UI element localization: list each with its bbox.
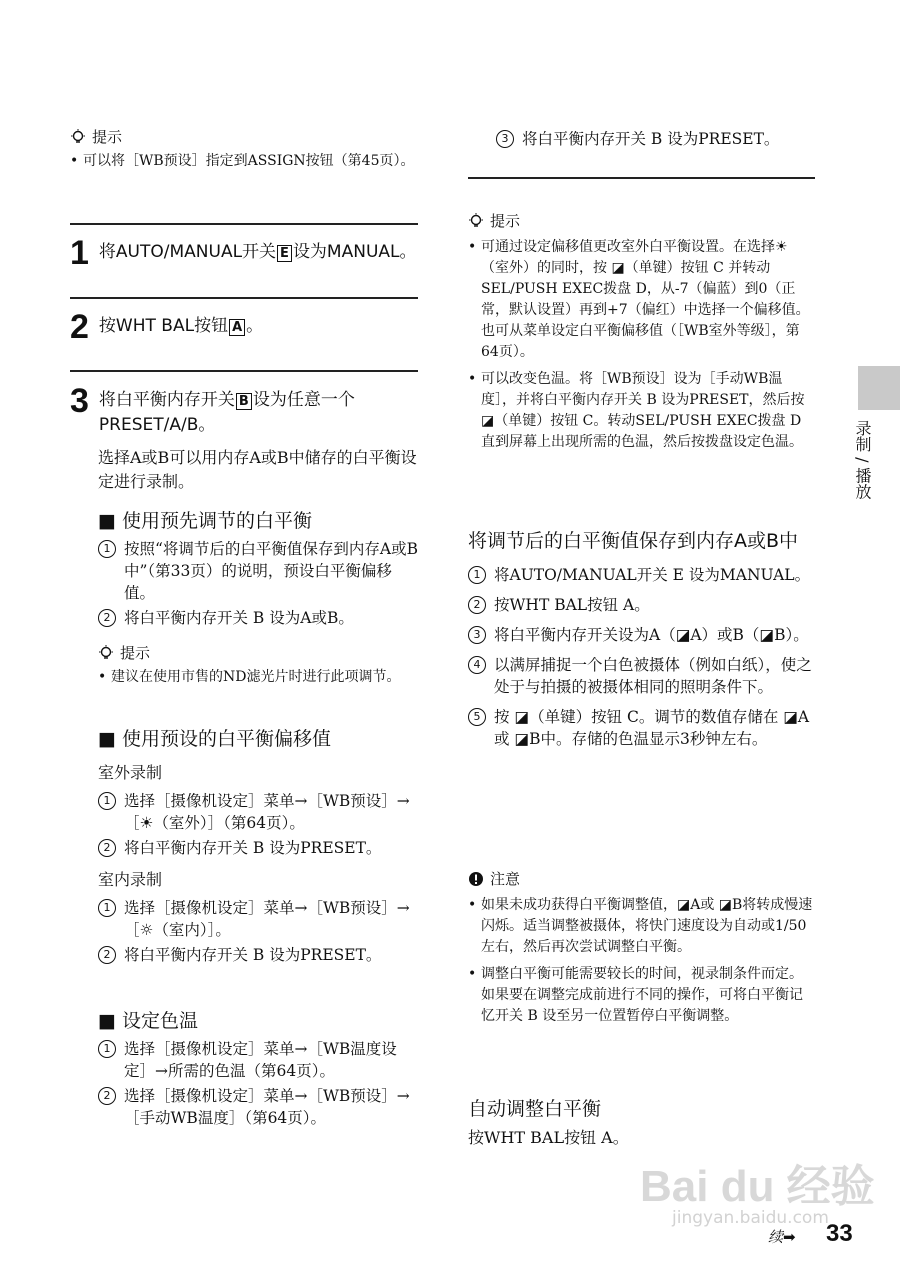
note-bullet: • 如果未成功获得白平衡调整值，◪A或 ◪B将转成慢速闪烁。适当调整被摄体，将快门速度设为自动或1/50左右，然后再次尝试调整白平衡。 <box>468 895 813 958</box>
circled-number: 1 <box>98 540 116 558</box>
circled-number: 1 <box>98 1040 116 1058</box>
watermark-url: jingyan.baidu.com <box>672 1208 829 1228</box>
divider <box>70 223 418 225</box>
page-number: 33 <box>826 1220 853 1247</box>
tip-1-title: 提示 <box>92 128 123 146</box>
outdoor-label: 室外录制 <box>98 763 163 782</box>
step-2-number: 2 <box>70 308 89 346</box>
divider <box>70 297 418 299</box>
button-a-label: A <box>229 319 245 336</box>
tip-3 <box>468 210 813 453</box>
circled-number: 2 <box>98 946 116 964</box>
step-1-text-a: 将AUTO/MANUAL开关 <box>98 242 277 262</box>
step-1-text <box>99 236 417 265</box>
tip-2 <box>98 642 420 688</box>
tip-2-header <box>98 642 420 663</box>
list-item-text: 选择［摄像机设定］菜单→［WB预设］→［☀（室外）］（第64页）。 <box>124 792 410 832</box>
list-item <box>98 897 420 941</box>
section-temp <box>98 1008 420 1129</box>
note <box>468 868 813 1027</box>
list-item-text: 按WHT BAL按钮 A。 <box>494 596 650 614</box>
list-item <box>468 594 813 616</box>
tip-3-header <box>468 210 813 231</box>
divider <box>468 177 815 179</box>
list-item-text: 将白平衡内存开关 B 设为A或B。 <box>124 609 354 627</box>
indoor-label: 室内录制 <box>98 870 163 889</box>
section-auto <box>468 1096 813 1150</box>
list-item-text: 将AUTO/MANUAL开关 E 设为MANUAL。 <box>494 566 811 584</box>
list-item <box>98 607 420 629</box>
side-label: 录制 / 播放 <box>853 420 872 500</box>
list-item <box>98 538 420 604</box>
circled-number: 1 <box>468 566 486 584</box>
note-bullet: • 调整白平衡可能需要较长的时间，视录制条件而定。如果要在调整完成前进行不同的操作，可将白平衡记忆开关 B 设至另一位置暂停白平衡调整。 <box>468 964 813 1027</box>
tip-3-bullet: • 可以改变色温。将［WB预设］设为［手动WB温度］，并将白平衡内存开关 B 设为PRESET，然后按 ◪（单键）按钮 C。转动SEL/PUSH EXEC拨盘 D 直到屏幕上出现所需的色温，然后按拨盘设定色温。 <box>468 369 813 453</box>
step-3-desc: 选择A或B可以用内存A或B中储存的白平衡设定进行录制。 <box>98 448 417 491</box>
step-3 <box>70 384 420 438</box>
list-item-text: 将白平衡内存开关 B 设为PRESET。 <box>522 130 780 148</box>
step-1 <box>70 236 420 270</box>
step-2 <box>70 310 420 344</box>
step-2-text-b: 。 <box>246 316 264 336</box>
step-3-text-a: 将白平衡内存开关 <box>98 390 235 410</box>
list-item <box>98 944 420 966</box>
section-preset <box>98 508 420 629</box>
list-item-text: 将白平衡内存开关 B 设为PRESET。 <box>124 839 382 857</box>
step-3-number: 3 <box>70 382 89 420</box>
list-item-text: 按照“将调节后的白平衡值保存到内存A或B中”（第33页）的说明，预设白平衡偏移值。 <box>124 540 419 602</box>
section-auto-title: 自动调整白平衡 <box>468 1098 602 1120</box>
list-item <box>468 654 813 698</box>
circled-number: 2 <box>98 1087 116 1105</box>
step-3-text <box>99 384 420 438</box>
step-2-text-a: 按WHT BAL按钮 <box>98 316 229 336</box>
continued-label: 续➡ <box>768 1228 796 1246</box>
list-item <box>98 837 420 859</box>
circled-number: 2 <box>98 609 116 627</box>
tip-1-text: • 可以将［WB预设］指定到ASSIGN按钮（第45页）。 <box>70 151 420 172</box>
circled-number: 4 <box>468 656 486 674</box>
step-1-number: 1 <box>70 234 89 272</box>
switch-e-label: E <box>277 245 292 262</box>
list-item <box>98 1085 420 1129</box>
list-item-text: 选择［摄像机设定］菜单→［WB预设］→［手动WB温度］（第64页）。 <box>124 1087 410 1127</box>
side-tab <box>858 366 900 410</box>
list-item-text: 选择［摄像机设定］菜单→［WB预设］→［☼（室内）］。 <box>124 899 410 939</box>
divider <box>70 370 418 372</box>
lightbulb-icon <box>70 129 86 145</box>
step-1-text-b: 设为MANUAL。 <box>292 242 417 262</box>
list-item <box>98 790 420 834</box>
tip-1 <box>70 126 420 172</box>
right-top-item <box>496 128 844 150</box>
circled-number: 5 <box>468 708 486 726</box>
list-item <box>98 1038 420 1082</box>
section-auto-text: 按WHT BAL按钮 A。 <box>468 1128 629 1147</box>
section-offset-title: ■ 使用预设的白平衡偏移值 <box>98 728 331 750</box>
circled-number: 2 <box>98 839 116 857</box>
circled-number: 1 <box>98 899 116 917</box>
step-2-text <box>99 310 263 339</box>
tip-3-bullet: • 可通过设定偏移值更改室外白平衡设置。在选择☀（室外）的同时，按 ◪（单键）按钮 C 并转动SEL/PUSH EXEC拨盘 D，从-7（偏蓝）到0（正常，默认设置）再到+7（偏红）中选择一个偏移值。也可从菜单设定白平衡偏移值（［WB室外等级］，第64页）。 <box>468 237 813 363</box>
note-header <box>468 868 813 889</box>
list-item-text: 按 ◪（单键）按钮 C。调节的数值存储在 ◪A或 ◪B中。存储的色温显示3秒钟左右。 <box>494 708 810 748</box>
circled-number: 3 <box>496 130 514 148</box>
watermark: Bai du 经验 <box>640 1162 875 1211</box>
list-item-text: 将白平衡内存开关 B 设为PRESET。 <box>124 946 382 964</box>
list-item <box>468 706 813 750</box>
list-item <box>468 564 813 586</box>
tip-3-title: 提示 <box>490 212 521 230</box>
list-item-text: 将白平衡内存开关设为A（◪A）或B（◪B）。 <box>494 626 809 644</box>
section-save-title: 将调节后的白平衡值保存到内存A或B中 <box>468 530 799 552</box>
tip-2-text: • 建议在使用市售的ND滤光片时进行此项调节。 <box>98 667 420 688</box>
circled-number: 1 <box>98 792 116 810</box>
list-item-text: 选择［摄像机设定］菜单→［WB温度设定］→所需的色温（第64页）。 <box>124 1040 397 1080</box>
section-preset-title: ■ 使用预先调节的白平衡 <box>98 510 312 532</box>
tip-2-title: 提示 <box>120 644 151 662</box>
lightbulb-icon <box>98 645 114 661</box>
list-item-text: 以满屏捕捉一个白色被摄体（例如白纸），使之处于与拍摄的被摄体相同的照明条件下。 <box>494 656 812 696</box>
circled-number: 2 <box>468 596 486 614</box>
tip-1-header <box>70 126 420 147</box>
section-save <box>468 528 813 750</box>
switch-b-label: B <box>236 393 252 410</box>
list-item <box>468 624 813 646</box>
section-offset <box>98 726 420 966</box>
caution-icon <box>468 871 484 887</box>
circled-number: 3 <box>468 626 486 644</box>
lightbulb-icon <box>468 213 484 229</box>
section-temp-title: ■ 设定色温 <box>98 1010 198 1032</box>
step-3-text-b: 设为任意一个PRESET/A/B。 <box>98 390 355 435</box>
note-title: 注意 <box>490 870 521 888</box>
